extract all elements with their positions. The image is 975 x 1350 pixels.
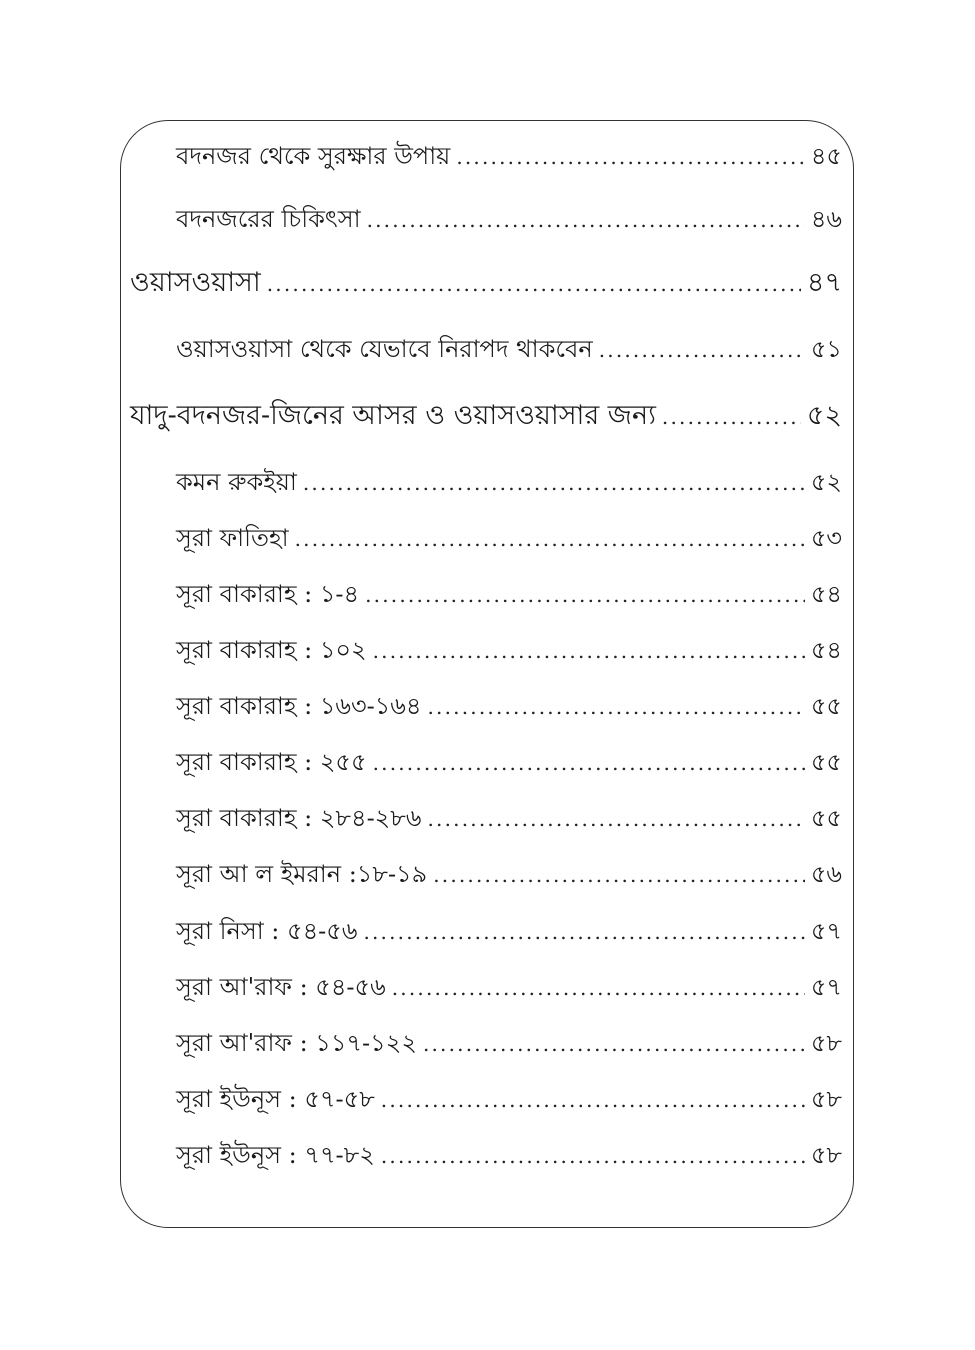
toc-entry-title: বদনজর থেকে সুরক্ষার উপায় (176, 142, 451, 170)
dot-leader (599, 330, 805, 370)
dot-leader (303, 463, 805, 503)
toc-entry[interactable] (176, 686, 842, 726)
toc-entry-title: সূরা বাকারাহ : ১৬৩-১৬৪ (176, 692, 422, 720)
dot-leader (367, 200, 805, 240)
dot-leader (423, 1024, 805, 1064)
toc-entry-page: ৪৭ (806, 267, 842, 298)
dot-leader (427, 799, 804, 839)
toc-entry-title: সূরা ইউনূস : ৭৭-৮২ (176, 1141, 375, 1169)
toc-entry-page: ৪৬ (810, 205, 842, 233)
toc-entry-page: ৫৮ (810, 1029, 842, 1057)
toc-entry[interactable] (130, 396, 842, 436)
toc-entry[interactable] (176, 967, 842, 1007)
toc-entry[interactable] (176, 1079, 842, 1119)
toc-entry[interactable] (176, 136, 842, 176)
toc-entry-title: সূরা আ ল ইমরান :১৮-১৯ (176, 860, 428, 888)
toc-entry-title: সূরা নিসা : ৫৪-৫৬ (176, 917, 358, 945)
toc-entry-page: ৫২ (810, 468, 842, 496)
toc-entry-page: ৫৪ (810, 636, 842, 664)
dot-leader (267, 264, 801, 304)
dot-leader (295, 519, 805, 559)
toc-entry-title: সূরা বাকারাহ : ১-৪ (176, 580, 360, 608)
toc-entry[interactable] (176, 1135, 842, 1175)
toc-entry[interactable] (176, 518, 842, 558)
toc-entry-page: ৫১ (810, 335, 842, 363)
dot-leader (427, 687, 804, 727)
dot-leader (365, 575, 805, 615)
toc-entry-page: ৫৮ (810, 1085, 842, 1113)
toc-entry-page: ৪৫ (810, 142, 842, 170)
toc-entry-page: ৫২ (806, 400, 842, 431)
toc-entry[interactable] (176, 630, 842, 670)
dot-leader (363, 912, 804, 952)
toc-entry[interactable] (176, 574, 842, 614)
toc-entry-page: ৫৭ (810, 973, 842, 1001)
toc-entry-title: সূরা ফাতিহা (176, 524, 289, 552)
toc-entry-title: বদনজরের চিকিৎসা (176, 205, 361, 233)
dot-leader (456, 137, 805, 177)
dot-leader (373, 631, 805, 671)
toc-entry[interactable] (176, 1023, 842, 1063)
toc-entry-page: ৫৭ (810, 917, 842, 945)
toc-entry-page: ৫৬ (810, 860, 842, 888)
toc-entry-title: সূরা বাকারাহ : ২৮৪-২৮৬ (176, 804, 422, 832)
dot-leader (433, 855, 805, 895)
toc-entry-page: ৫৪ (810, 580, 842, 608)
toc-entry[interactable] (176, 462, 842, 502)
toc-entry[interactable] (176, 742, 842, 782)
toc-entry[interactable] (176, 911, 842, 951)
toc-entry-page: ৫৫ (810, 804, 842, 832)
toc-entry-title: যাদু-বদনজর-জিনের আসর ও ওয়াসওয়াসার জন্য (130, 400, 656, 431)
toc-entry-title: সূরা আ'রাফ : ৫৪-৫৬ (176, 973, 386, 1001)
dot-leader (392, 968, 805, 1008)
toc-entry-page: ৫৫ (810, 692, 842, 720)
toc-entry-title: সূরা ইউনূস : ৫৭-৫৮ (176, 1085, 375, 1113)
toc-entry-title: ওয়াসওয়াসা থেকে যেভাবে নিরাপদ থাকবেন (176, 335, 593, 363)
toc-entry[interactable] (176, 329, 842, 369)
dot-leader (662, 397, 801, 437)
toc-entry-page: ৫৩ (810, 524, 842, 552)
toc-entry[interactable] (176, 798, 842, 838)
toc-entry[interactable] (176, 199, 842, 239)
dot-leader (381, 1136, 805, 1176)
toc-entry-page: ৫৮ (810, 1141, 842, 1169)
toc-entry-title: ওয়াসওয়াসা (130, 267, 261, 298)
toc-entry-title: সূরা আ'রাফ : ১১৭-১২২ (176, 1029, 417, 1057)
toc-entry[interactable] (176, 854, 842, 894)
toc-entry-page: ৫৫ (810, 748, 842, 776)
toc-entry-title: সূরা বাকারাহ : ২৫৫ (176, 748, 367, 776)
dot-leader (373, 743, 805, 783)
toc-entry[interactable] (130, 263, 842, 303)
toc-entry-title: কমন রুকইয়া (176, 468, 297, 496)
dot-leader (381, 1080, 805, 1120)
toc-entry-title: সূরা বাকারাহ : ১০২ (176, 636, 367, 664)
